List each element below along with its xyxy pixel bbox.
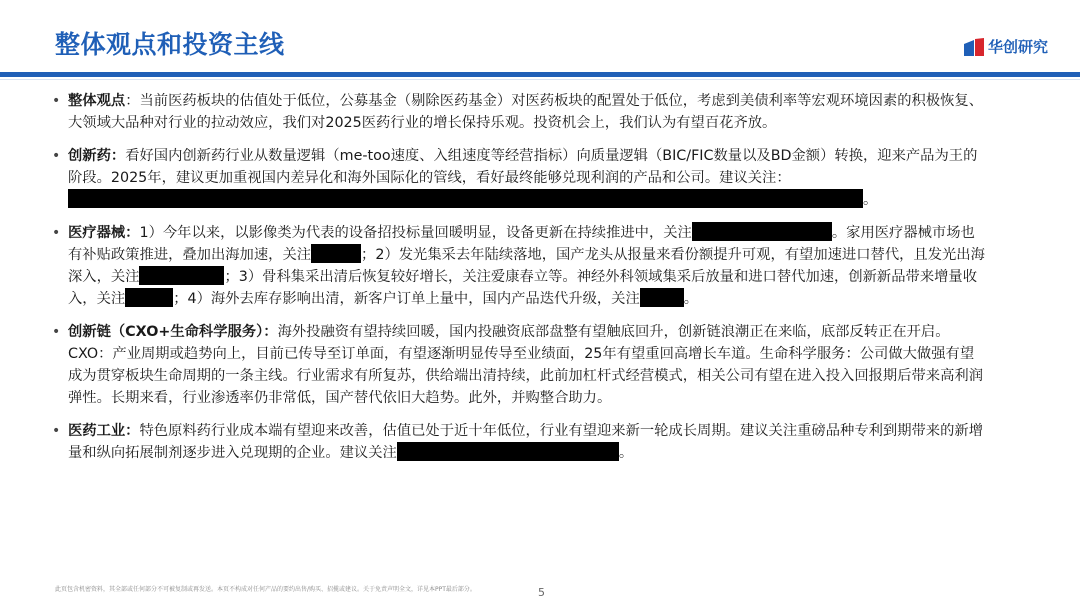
header-divider — [0, 72, 1080, 77]
bullet-lead: 医药工业： — [68, 423, 140, 439]
bullet-dot: • — [52, 423, 61, 439]
header-divider-thin — [0, 79, 1080, 80]
bullet-text: 海外投融资有望持续回暖，国内投融资底部盘整有望触底回升，创新链浪潮正在来临，底部反转正在开启。CXO：产业周期或趋势向上，目前已传导至订单面，有望逐渐明显传导至业绩面，25年有望重回高增长车道。生命科学服务：公司做大做强有望成为贯穿板块生命周期的一条主线。行业需求有所复苏，供给端出清持续，此前加杠杆式经营模式，相关公司有望在进入投入回报期后带来高利润弹性。长期来看，行业渗透率仍非常低，国产替代依旧大趋势。此外，并购整合助力。 — [68, 324, 983, 406]
redacted-block — [397, 442, 619, 461]
bullet-text: ；4）海外去库存影响出清，新客户订单上量中，国内产品迭代升级，关注 — [173, 291, 640, 307]
bullet-text: 看好国内创新药行业从数量逻辑（me-too速度、入组速度等经营指标）向质量逻辑（BIC/FIC数量以及BD金额）转换，迎来产品为王的阶段。2025年，建议更加重视国内差异化和海外国际化的管线，看好最终能够兑现利润的产品和公司。建议关注： — [68, 148, 978, 186]
bullet-dot: • — [52, 148, 61, 164]
bullet-innovative-drugs — [52, 145, 987, 211]
bullet-innovation-chain — [52, 321, 987, 409]
page-number: 5 — [538, 586, 545, 599]
bullet-text: 。 — [683, 291, 699, 307]
logo-text: 华创研究 — [987, 38, 1048, 56]
bullet-pharma-industry — [52, 420, 987, 464]
redacted-block — [640, 288, 684, 307]
page-title: 整体观点和投资主线 — [55, 30, 285, 59]
bullet-text: 特色原料药行业成本端有望迎来改善，估值已处于近十年低位，行业有望迎来新一轮成长周期。建议关注重磅品种专利到期带来的新增量和纵向拓展制剂逐步进入兑现期的企业。建议关注 — [68, 423, 983, 461]
bullet-lead: 医疗器械： — [68, 225, 140, 241]
bullet-text: ：当前医药板块的估值处于低位，公募基金（剔除医药基金）对医药板块的配置处于低位，考虑到美债利率等宏观环境因素的积极恢复、大领域大品种对行业的拉动效应，我们对2025医药行业的增长保持乐观。投资机会上，我们认为有望百花齐放。 — [68, 93, 983, 131]
redacted-block — [139, 266, 224, 285]
bullet-text: 。 — [618, 445, 634, 461]
footer-disclaimer: 此页包含机密资料，其全部或任何部分不可被复制或再发送。本页不构成对任何产品的要约出售/购买、招揽或建议。关于免责声明全文，详见本PPT最后部分。 — [55, 586, 476, 593]
bullet-lead: 整体观点 — [68, 93, 126, 109]
bullet-text: ；2）发光集采去年陆续落地，国产龙头从报量来看份额提升可观，有望加速进口替代，且发光出海深入，关注 — [68, 247, 985, 285]
logo-icon — [964, 38, 984, 56]
brand-logo — [964, 36, 1048, 57]
bullet-text: 。家用医疗器械市场也有补贴政策推进，叠加出海加速，关注 — [68, 225, 975, 263]
bullet-text: ；3）骨科集采出清后恢复较好增长，关注爱康春立等。神经外科领域集采后放量和进口替代加速，创新新品带来增量收入，关注 — [68, 269, 978, 307]
bullet-dot: • — [52, 225, 61, 241]
redacted-block — [125, 288, 173, 307]
bullet-overall-view — [52, 90, 987, 134]
bullet-text: 。 — [863, 192, 878, 208]
bullet-medical-devices — [52, 222, 987, 310]
bullet-dot: • — [52, 93, 61, 109]
bullet-text: 1）今年以来，以影像类为代表的设备招投标量回暖明显，设备更新在持续推进中，关注 — [139, 225, 692, 241]
bullet-lead: 创新链（CXO+生命科学服务）： — [68, 324, 278, 340]
bullet-dot: • — [52, 324, 61, 340]
redacted-block — [692, 222, 832, 241]
redacted-block — [68, 189, 863, 208]
redacted-block — [311, 244, 361, 263]
bullet-lead: 创新药： — [68, 148, 126, 164]
content-body — [52, 90, 987, 475]
